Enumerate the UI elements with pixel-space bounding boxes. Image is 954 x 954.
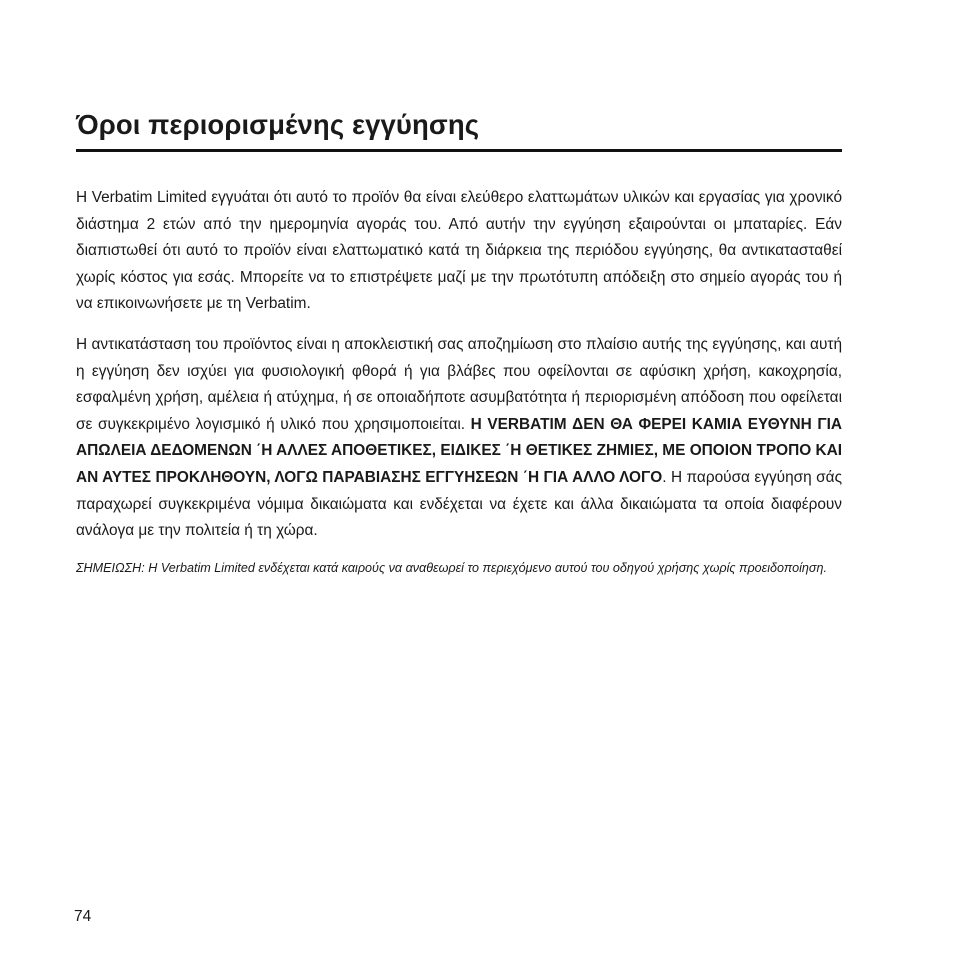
page-number: 74: [74, 908, 92, 925]
warranty-text: [76, 185, 842, 582]
liability-disclaimer-bold: Η VERBATIM ΔΕΝ ΘΑ ΦΕΡΕΙ ΚΑΜΙΑ ΕΥΘΥΝΗ ΓΙΑ ΑΠΩΛΕΙΑ ΔΕΔΟΜΕΝΩΝ ΄Η ΑΛΛΕΣ ΑΠΟΘΕΤΙΚΕΣ, ΕΙΔΙΚΕΣ ΄Η ΘΕΤΙΚΕΣ ΖΗΜΙΕΣ, ΜΕ ΟΠΟΙΟΝ ΤΡΟΠΟ ΚΑΙ ΑΝ ΑΥΤΕΣ ΠΡΟΚΛΗΘΟΥΝ, ΛΟΓΩ ΠΑΡΑΒΙΑΣΗΣ ΕΓΓΥΗΣΕΩΝ ΄Η ΓΙΑ ΑΛΛΟ ΛΟΓΟ: [76, 415, 842, 486]
liability-intro-text: Η αντικατάσταση του προϊόντος είναι η αποκλειστική σας αποζημίωση στο πλαίσιο αυτής της εγγύησης, και αυτή η εγγύηση δεν ισχύει για φυσιολογική φθορά ή για βλάβες που οφείλονται σε αφύσικη χρήση, κακοχρησία, εσφαλμένη χρήση, αμέλεια ή ατύχημα, ή σε οποιαδήποτε ασυμβατότητα ή περιορισμένη απόδοση που οφείλεται σε συγκεκριμένο λογισμικό ή υλικό που χρησιμοποιείται.: [76, 335, 842, 433]
paragraph-liability: [76, 332, 842, 545]
page-title: Όροι περιορισμένης εγγύησης: [76, 109, 480, 140]
title-underline: [76, 149, 842, 152]
note-text: ΣΗΜΕΙΩΣΗ: Η Verbatim Limited ενδέχεται κατά καιρούς να αναθεωρεί το περιεχόμενο αυτού του οδηγού χρήσης χωρίς προειδοποίηση.: [76, 560, 827, 575]
paragraph-warranty-terms: Η Verbatim Limited εγγυάται ότι αυτό το προϊόν θα είναι ελεύθερο ελαττωμάτων υλικών και εργασίας για χρονικό διάστημα 2 ετών από την ημερομηνία αγοράς του. Από αυτήν την εγγύηση εξαιρούνται οι μπαταρίες. Εάν διαπιστωθεί ότι αυτό το προϊόν είναι ελαττωματικό κατά τη διάρκεια της περιόδου εγγύησης, θα αντικατασταθεί χωρίς κόστος για εσάς. Μπορείτε να το επιστρέψετε μαζί με την πρωτότυπη απόδειξη στο σημείο αγοράς του ή να επικοινωνήσετε με τη Verbatim.: [76, 189, 842, 313]
liability-outro-text: . Η παρούσα εγγύηση σάς παραχωρεί συγκεκριμένα νόμιμα δικαιώματα και ενδέχεται να έχετε και άλλα δικαιώματα τα οποία διαφέρουν ανάλογα με την πολιτεία ή τη χώρα.: [76, 468, 842, 540]
